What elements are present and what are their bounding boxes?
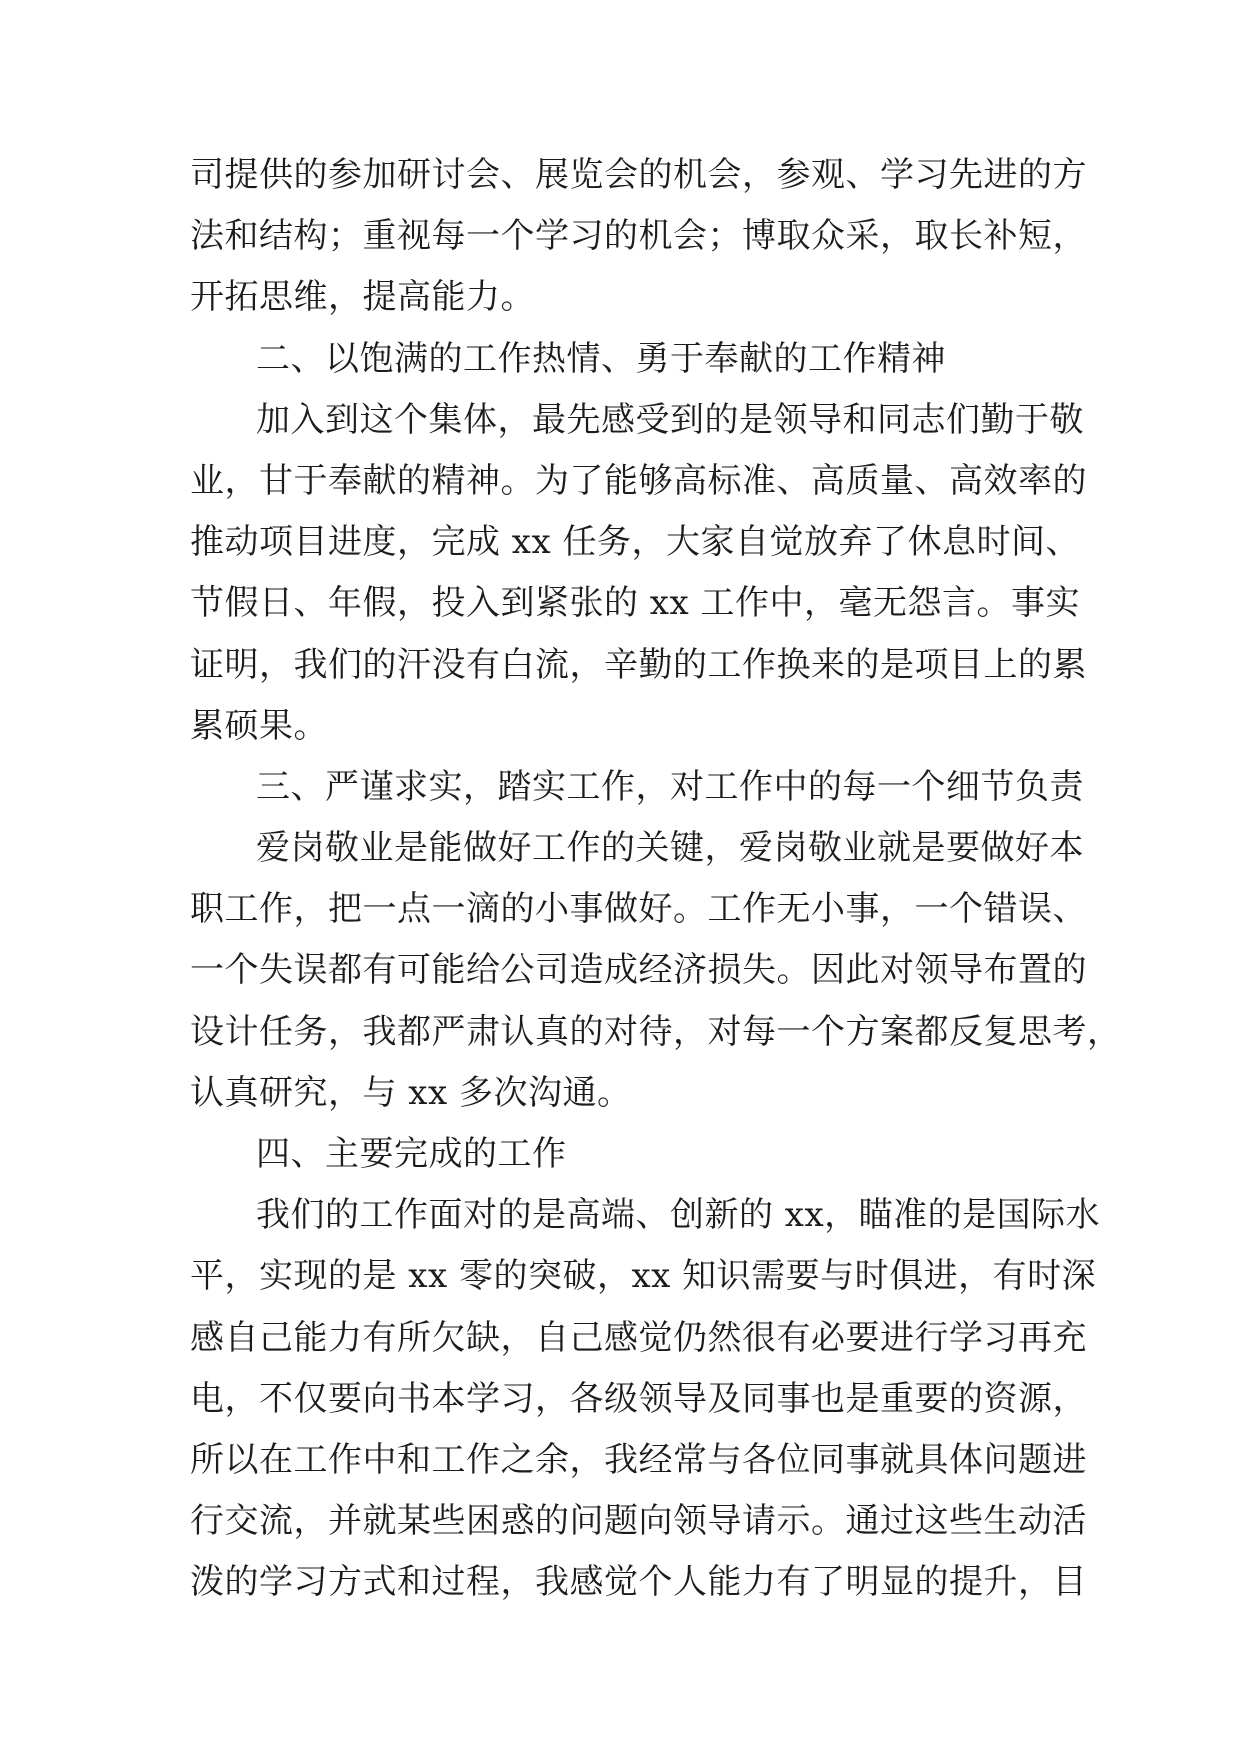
text-line: 设计任务，我都严肃认真的对待，对每一个方案都反复思考， <box>190 1011 1122 1052</box>
text-line: 所以在工作中和工作之余，我经常与各位同事就具体问题进 <box>190 1439 1087 1480</box>
text-line: 认真研究，与 xx 多次沟通。 <box>190 1072 632 1113</box>
text-line: 推动项目进度，完成 xx 任务，大家自觉放弃了休息时间、 <box>190 522 1080 563</box>
text-line: 一个失误都有可能给公司造成经济损失。因此对领导布置的 <box>190 950 1087 991</box>
text-line: 平，实现的是 xx 零的突破，xx 知识需要与时俱进，有时深 <box>190 1256 1097 1297</box>
text-line: 法和结构；重视每一个学习的机会；博取众采，取长补短， <box>190 216 1087 257</box>
text-line: 开拓思维，提高能力。 <box>190 277 535 318</box>
text-line: 司提供的参加研讨会、展览会的机会，参观、学习先进的方 <box>190 155 1087 195</box>
text-line: 证明，我们的汗没有白流，辛勤的工作换来的是项目上的累 <box>190 644 1087 685</box>
text-line: 爱岗敬业是能做好工作的关键，爱岗敬业就是要做好本 <box>256 828 1084 869</box>
text-line: 泼的学习方式和过程，我感觉个人能力有了明显的提升，目 <box>190 1562 1087 1603</box>
text-line: 三、严谨求实，踏实工作，对工作中的每一个细节负责 <box>256 766 1084 807</box>
text-line: 加入到这个集体，最先感受到的是领导和同志们勤于敬 <box>256 399 1084 440</box>
text-line: 感自己能力有所欠缺，自己感觉仍然很有必要进行学习再充 <box>190 1317 1087 1358</box>
document-body <box>190 145 1122 1614</box>
text-line: 电，不仅要向书本学习，各级领导及同事也是重要的资源， <box>190 1378 1087 1419</box>
text-line: 节假日、年假，投入到紧张的 xx 工作中，毫无怨言。事实 <box>190 583 1080 624</box>
text-line: 累硕果。 <box>190 705 328 746</box>
text-line: 业，甘于奉献的精神。为了能够高标准、高质量、高效率的 <box>190 460 1087 501</box>
text-line: 我们的工作面对的是高端、创新的 xx，瞄准的是国际水 <box>256 1195 1101 1236</box>
text-line: 二、以饱满的工作热情、勇于奉献的工作精神 <box>256 338 946 379</box>
text-line: 行交流，并就某些困惑的问题向领导请示。通过这些生动活 <box>190 1501 1087 1542</box>
text-line: 职工作，把一点一滴的小事做好。工作无小事，一个错误、 <box>190 889 1087 930</box>
text-line: 四、主要完成的工作 <box>256 1134 567 1174</box>
